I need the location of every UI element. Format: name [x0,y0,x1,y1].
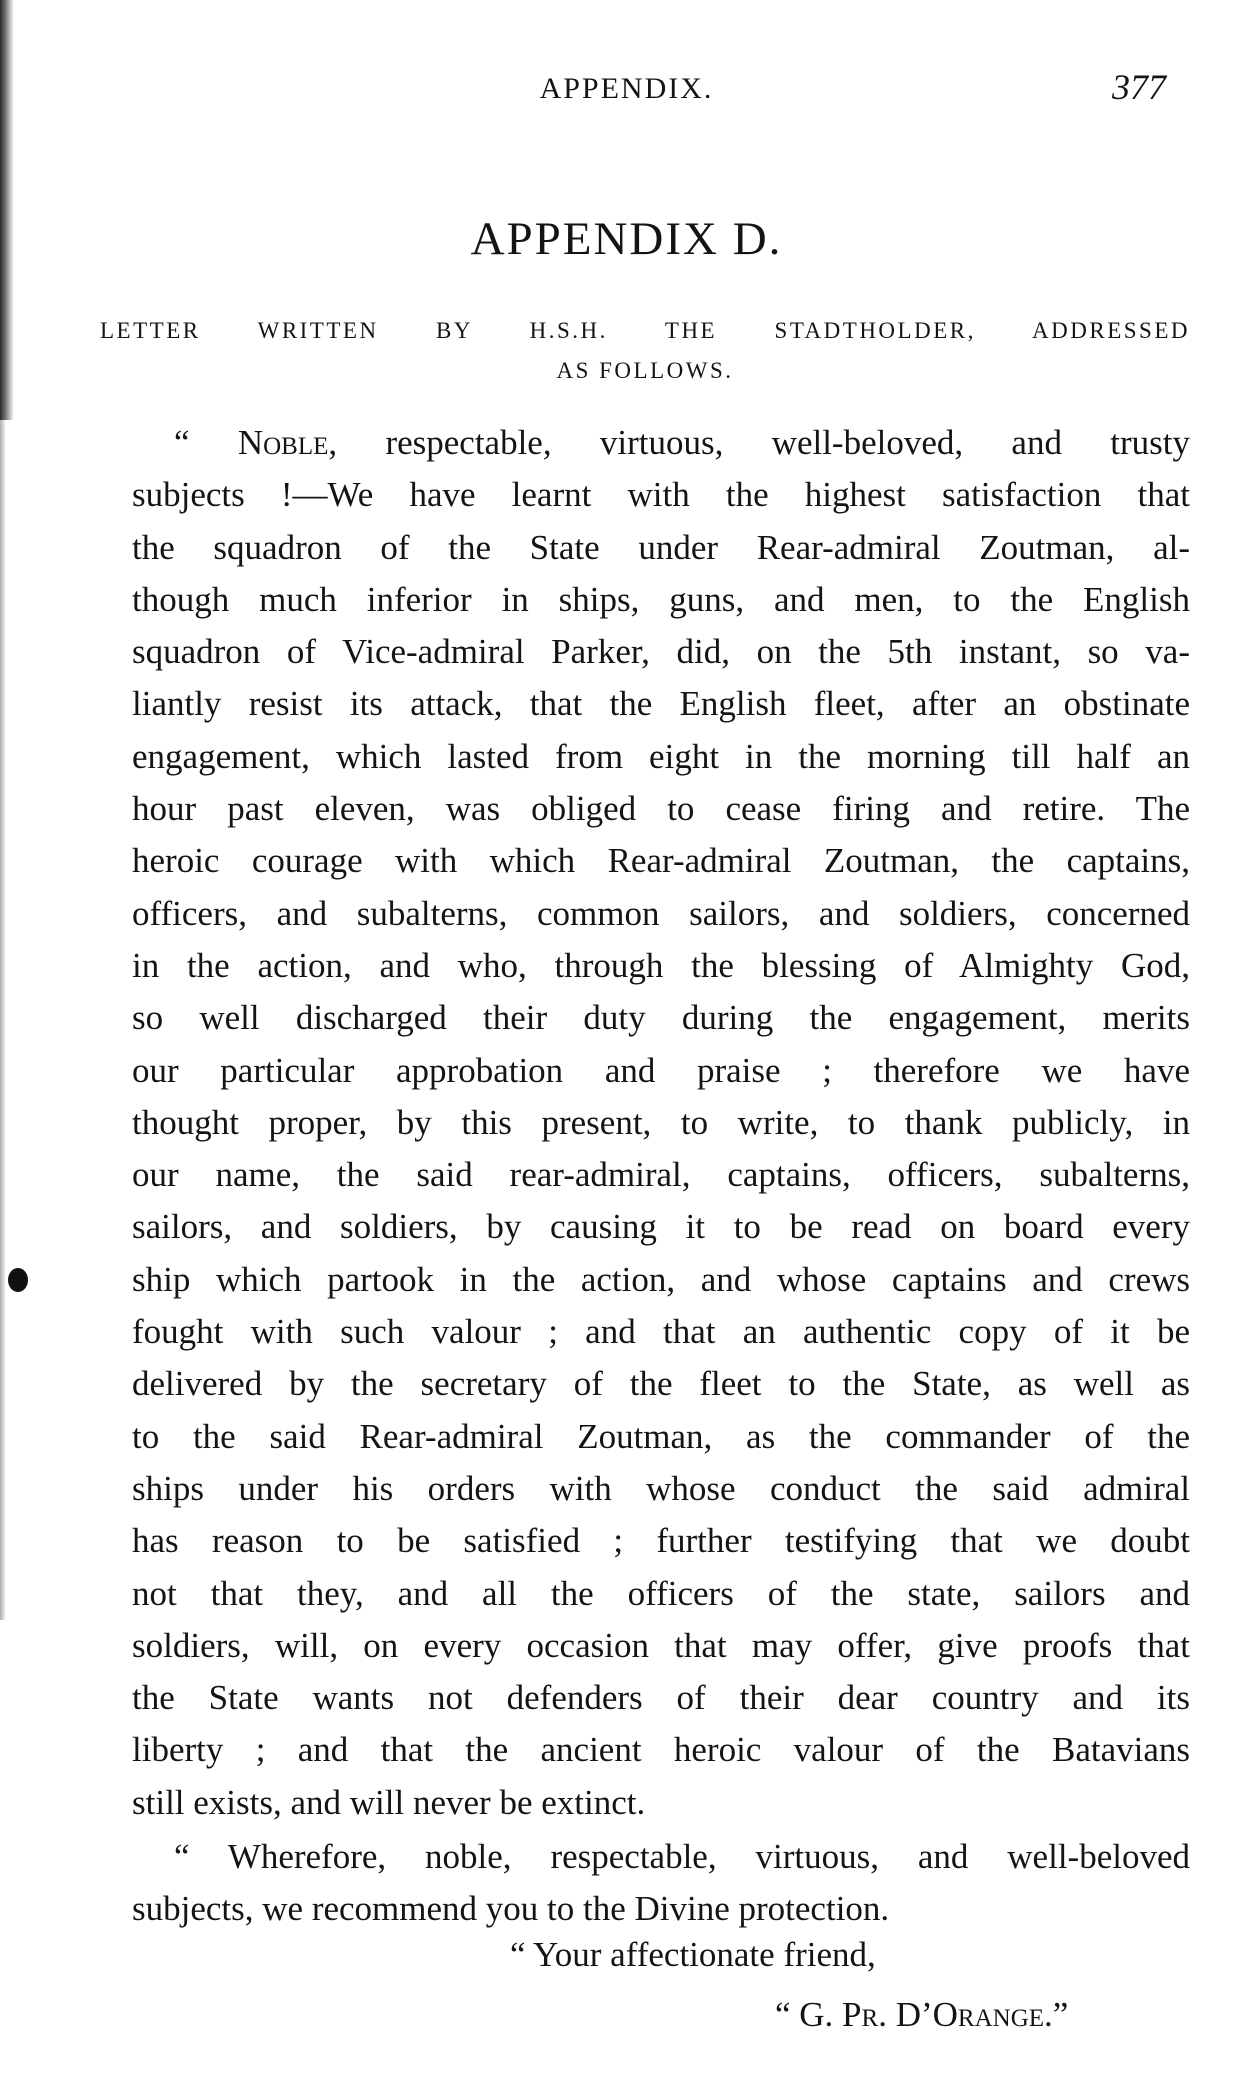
page-binding-edge [0,0,14,420]
text-line: sailors, and soldiers, by causing it to be read on board every [132,1207,1190,1247]
text-line: squadron of Vice-admiral Parker, did, on the 5th instant, so va- [132,632,1190,672]
closing-salutation: “ Your affectionate friend, [510,1935,876,1974]
text-line: so well discharged their duty during the engagement, merits [132,998,1190,1038]
text-line: soldiers, will, on every occasion that may offer, give proofs that [132,1625,1190,1665]
small-caps-word: Noble [237,423,329,462]
appendix-title: APPENDIX D. [470,213,783,265]
text-line: though much inferior in ships, guns, and men, to the English [132,579,1190,619]
text-line: not that they, and all the officers of the state, sailors and [132,1573,1190,1613]
text-line: thought proper, by this present, to write, to thank publicly, in [132,1102,1190,1142]
text-line: fought with such valour ; and that an authentic copy of it be [132,1312,1190,1352]
text-line: our name, the said rear-admiral, captains, officers, subalterns, [132,1155,1190,1195]
page-number: 377 [1112,67,1166,107]
text-line: delivered by the secretary of the fleet to the State, as well as [132,1364,1190,1404]
text-line: subjects !—We have learnt with the highest satisfaction that [132,475,1190,515]
text-line: still exists, and will never be extinct. [132,1782,646,1822]
text-line: the squadron of the State under Rear-admiral Zoutman, al- [132,527,1190,567]
text-line: engagement, which lasted from eight in the morning till half an [132,736,1190,776]
text-line: officers, and subalterns, common sailors, and soldiers, concerned [132,893,1190,933]
text-line: has reason to be satisfied ; further testifying that we doubt [132,1521,1190,1561]
text-line: our particular approbation and praise ; therefore we have [132,1050,1190,1090]
open-quote: “ [174,423,238,462]
text-line: heroic courage with which Rear-admiral Zoutman, the captains, [132,841,1190,881]
subheading-line-2: AS FOLLOWS. [556,358,734,383]
text-line: “ Wherefore, noble, respectable, virtuous, and well-beloved [174,1837,1190,1877]
page-binding-shadow [0,420,6,1620]
text-line: to the said Rear-admiral Zoutman, as the commander of the [132,1416,1190,1456]
text-line: in the action, and who, through the blessing of Almighty God, [132,945,1190,985]
running-title: APPENDIX. [539,72,714,105]
letter-body [132,417,1190,1936]
text-line: ships under his orders with whose conduct the said admiral [132,1468,1190,1508]
signature: “ G. Pr. D’Orange.” [775,1995,1069,2034]
text-line: liberty ; and that the ancient heroic valour of the Batavians [132,1730,1190,1770]
text-line: hour past eleven, was obliged to cease firing and retire. The [132,789,1190,829]
text-line: subjects, we recommend you to the Divine protection. [132,1889,890,1929]
text-line: ship which partook in the action, and whose captains and crews [132,1259,1190,1299]
text-line: liantly resist its attack, that the English fleet, after an obstinate [132,684,1190,724]
text-line [132,417,1190,469]
ink-blot [8,1268,28,1292]
subheading-line-1: LETTER WRITTEN BY H.S.H. THE STADTHOLDER, ADDRESSED [100,318,1190,343]
text-line: the State wants not defenders of their dear country and its [132,1678,1190,1718]
line-rest: , respectable, virtuous, well-beloved, and trusty [328,423,1190,462]
